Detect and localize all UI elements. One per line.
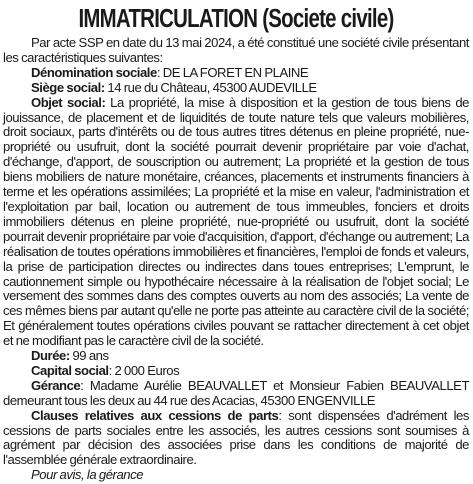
clauses-value: : sont dispensées d'adrément les cessions de parts sociales entre les associés, les autres cessions sont soumises à agrément par décision des associées prise dans les conditions de majorité de l'assemblée générale extraordinaire. [3,407,469,468]
field-gerance [3,379,469,409]
objet-label: Objet social: [31,94,106,110]
clauses-label: Clauses relatives aux cessions de parts [31,407,279,423]
field-denomination [3,66,469,81]
denomination-value: : DE LA FORET EN PLAINE [156,64,309,80]
duree-value: 99 ans [69,348,109,364]
field-duree [3,349,469,364]
objet-value: La propriété, la mise à disposition et la gestion de tous biens de jouissance, de placement et de liquidités de toute nature tels que valeurs mobilières, droit sociaux, parts d'intérêts ou de tous autres titres détenus en pleine propriété, nue-propriété ou usufruit, dont la société pourrait devenir propriétaire par voie d'achat, d'échange, d'apport, de souscription ou autrement; La propriété et la gestion de tous biens mobiliers de nature monétaire, créances, placements et instruments financiers à terme et les opérations assimilées; La propriété et la mise en valeur, l'administration et l'exploitation par bail, location ou autrement de tous immeubles, fonciers et droits immobiliers détenus en pleine propriété, nue-propriété ou usufruit, dont la société pourrait devenir propriétaire par voie d'acquisition, d'apport, d'échange ou autrement; La réalisation de toutes opérations immobilières et financières, l'emploi de fonds et valeurs, la prise de participation directes ou indirectes dans toues entreprises; L'emprunt, le cautionnement simple ou hypothécaire nécessaire à la réalisation de l'objet social; Le versement des sommes dans des comptes ouverts au nom des associés; La vente de ces mêmes biens par autant qu'elle ne porte pas atteinte au caractère civil de la société; Et généralement toutes opérations civiles pouvant se rattacher directement à cet objet et ne modifiant pas le caractère civil de la société. [3,94,469,349]
notice-title: IMMATRICULATION (Societe civile) [78,5,394,33]
siege-label: Siège social: [31,79,105,95]
field-siege [3,81,469,96]
intro-paragraph: Par acte SSP en date du 13 mai 2024, a été constitué une société civile présentant les caractéristiques suivantes: [3,35,469,65]
field-capital [3,364,469,379]
gerance-label: Gérance [31,377,81,393]
capital-value: : 2 000 Euros [108,362,180,378]
capital-label: Capital social [31,362,109,378]
duree-label: Durée: [31,348,70,364]
field-objet [3,96,469,349]
notice-body [3,36,469,483]
denomination-label: Dénomination sociale [31,64,157,80]
field-clauses [3,409,469,469]
siege-value: 14 rue du Château, 45300 AUDEVILLE [104,79,317,95]
signature: Pour avis, la gérance [31,467,144,483]
gerance-value: : Madame Aurélie BEAUVALLET et Monsieur Fabien BEAUVALLET demeurant tous les deux au 44 rue des Acacias, 45300 ENGENVILLE [3,377,469,408]
